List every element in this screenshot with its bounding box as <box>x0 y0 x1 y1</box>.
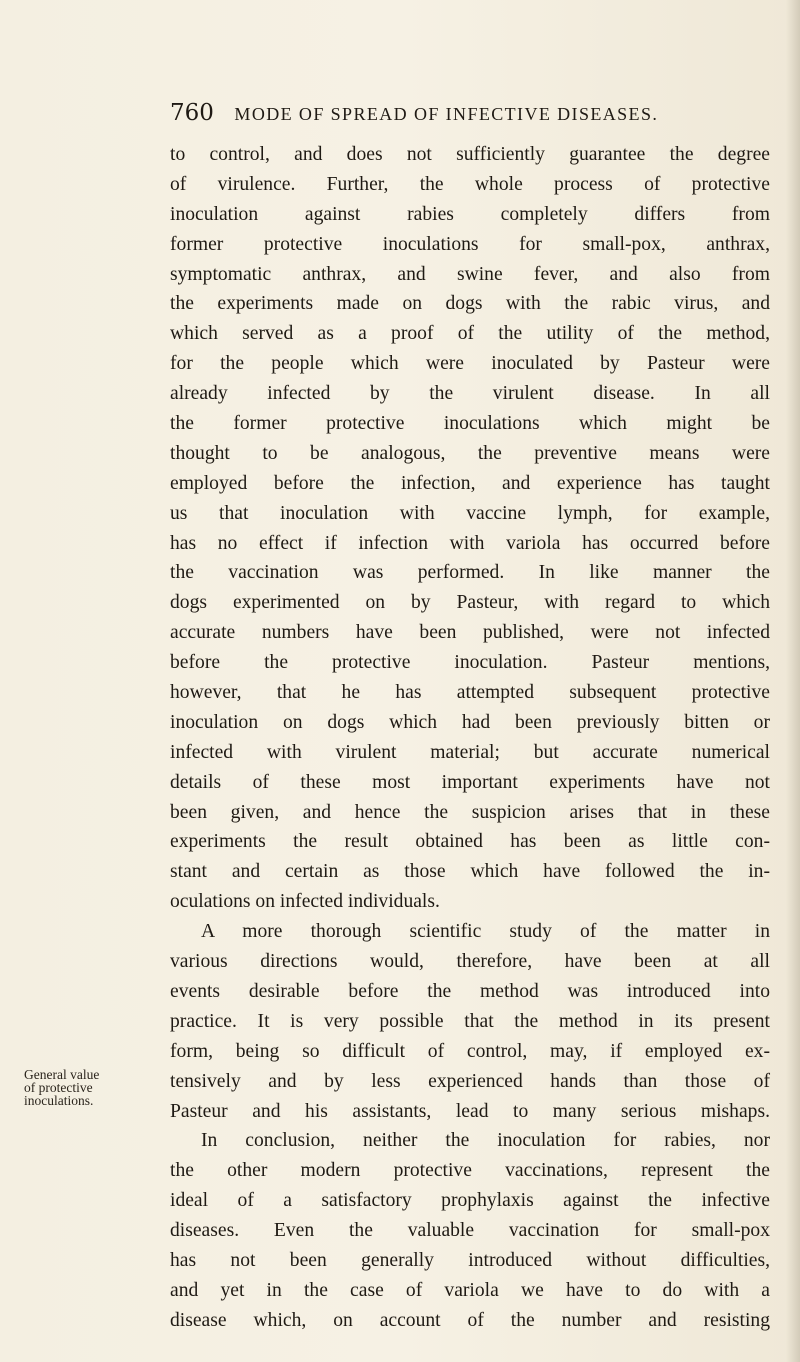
text-line: accurate numbers have been published, were not infected <box>170 622 770 644</box>
text-line: In conclusion, neither the inoculation for rabies, nor <box>201 1130 770 1152</box>
text-line: before the protective inoculation. Pasteur mentions, <box>170 652 770 674</box>
text-line: A more thorough scientific study of the matter in <box>201 921 770 943</box>
text-line: to control, and does not sufficiently guarantee the degree <box>170 144 770 165</box>
running-title: MODE OF SPREAD OF INFECTIVE DISEASES. <box>234 104 659 124</box>
text-line: of virulence. Further, the whole process of protective <box>170 173 770 195</box>
text-line: the experiments made on dogs with the rabic virus, and <box>170 293 770 315</box>
page-number: 760 <box>170 100 214 126</box>
text-line: symptomatic anthrax, and swine fever, and also from <box>170 263 770 285</box>
text-line: Pasteur and his assistants, lead to many serious mishaps. <box>170 1100 770 1122</box>
text-line: details of these most important experiments have not <box>170 771 770 793</box>
text-line: dogs experimented on by Pasteur, with regard to which <box>170 592 770 614</box>
text-line: and yet in the case of variola we have to do with a <box>170 1279 770 1301</box>
text-line: which served as a proof of the utility of the method, <box>170 323 770 345</box>
text-line: already infected by the virulent disease. In all <box>170 383 770 405</box>
text-line: infected with virulent material; but accurate numerical <box>170 741 770 763</box>
text-line: events desirable before the method was introduced into <box>170 980 770 1002</box>
text-line: form, being so difficult of control, may, if employed ex- <box>170 1040 770 1062</box>
body-text <box>170 140 770 1336</box>
text-line: various directions would, therefore, have been at all <box>170 951 770 973</box>
text-line: the vaccination was performed. In like manner the <box>170 562 770 584</box>
page-edge-shadow <box>786 0 800 1362</box>
text-line: us that inoculation with vaccine lymph, for example, <box>170 502 770 524</box>
text-line: has not been generally introduced without difficulties, <box>170 1249 770 1271</box>
text-line: practice. It is very possible that the method in its present <box>170 1010 770 1032</box>
text-line: tensively and by less experienced hands than those of <box>170 1070 770 1092</box>
text-line: diseases. Even the valuable vaccination for small-pox <box>170 1220 770 1242</box>
text-line: has no effect if infection with variola has occurred before <box>170 532 770 554</box>
text-line: former protective inoculations for small-pox, anthrax, <box>170 233 770 255</box>
margin-note-line: of protective <box>24 1080 93 1095</box>
text-line: for the people which were inoculated by Pasteur were <box>170 353 770 375</box>
text-line: the former protective inoculations which might be <box>170 413 770 435</box>
text-line: inoculation against rabies completely differs from <box>170 203 770 225</box>
text-line: oculations on infected individuals. <box>170 891 440 913</box>
text-line: disease which, on account of the number and resisting <box>170 1309 770 1331</box>
running-head <box>170 100 790 126</box>
text-line: however, that he has attempted subsequent protective <box>170 682 770 704</box>
margin-note <box>24 1068 154 1107</box>
text-line: stant and certain as those which have followed the in- <box>170 861 770 883</box>
text-line: the other modern protective vaccinations, represent the <box>170 1160 770 1182</box>
text-line: ideal of a satisfactory prophylaxis against the infective <box>170 1190 770 1212</box>
text-line: thought to be analogous, the preventive means were <box>170 442 770 464</box>
text-line: been given, and hence the suspicion arises that in these <box>170 801 770 823</box>
margin-note-line: General value <box>24 1067 100 1082</box>
text-line: inoculation on dogs which had been previously bitten or <box>170 711 770 733</box>
margin-note-line: inoculations. <box>24 1093 94 1108</box>
text-line: experiments the result obtained has been as little con- <box>170 831 770 853</box>
text-line: employed before the infection, and experience has taught <box>170 472 770 494</box>
